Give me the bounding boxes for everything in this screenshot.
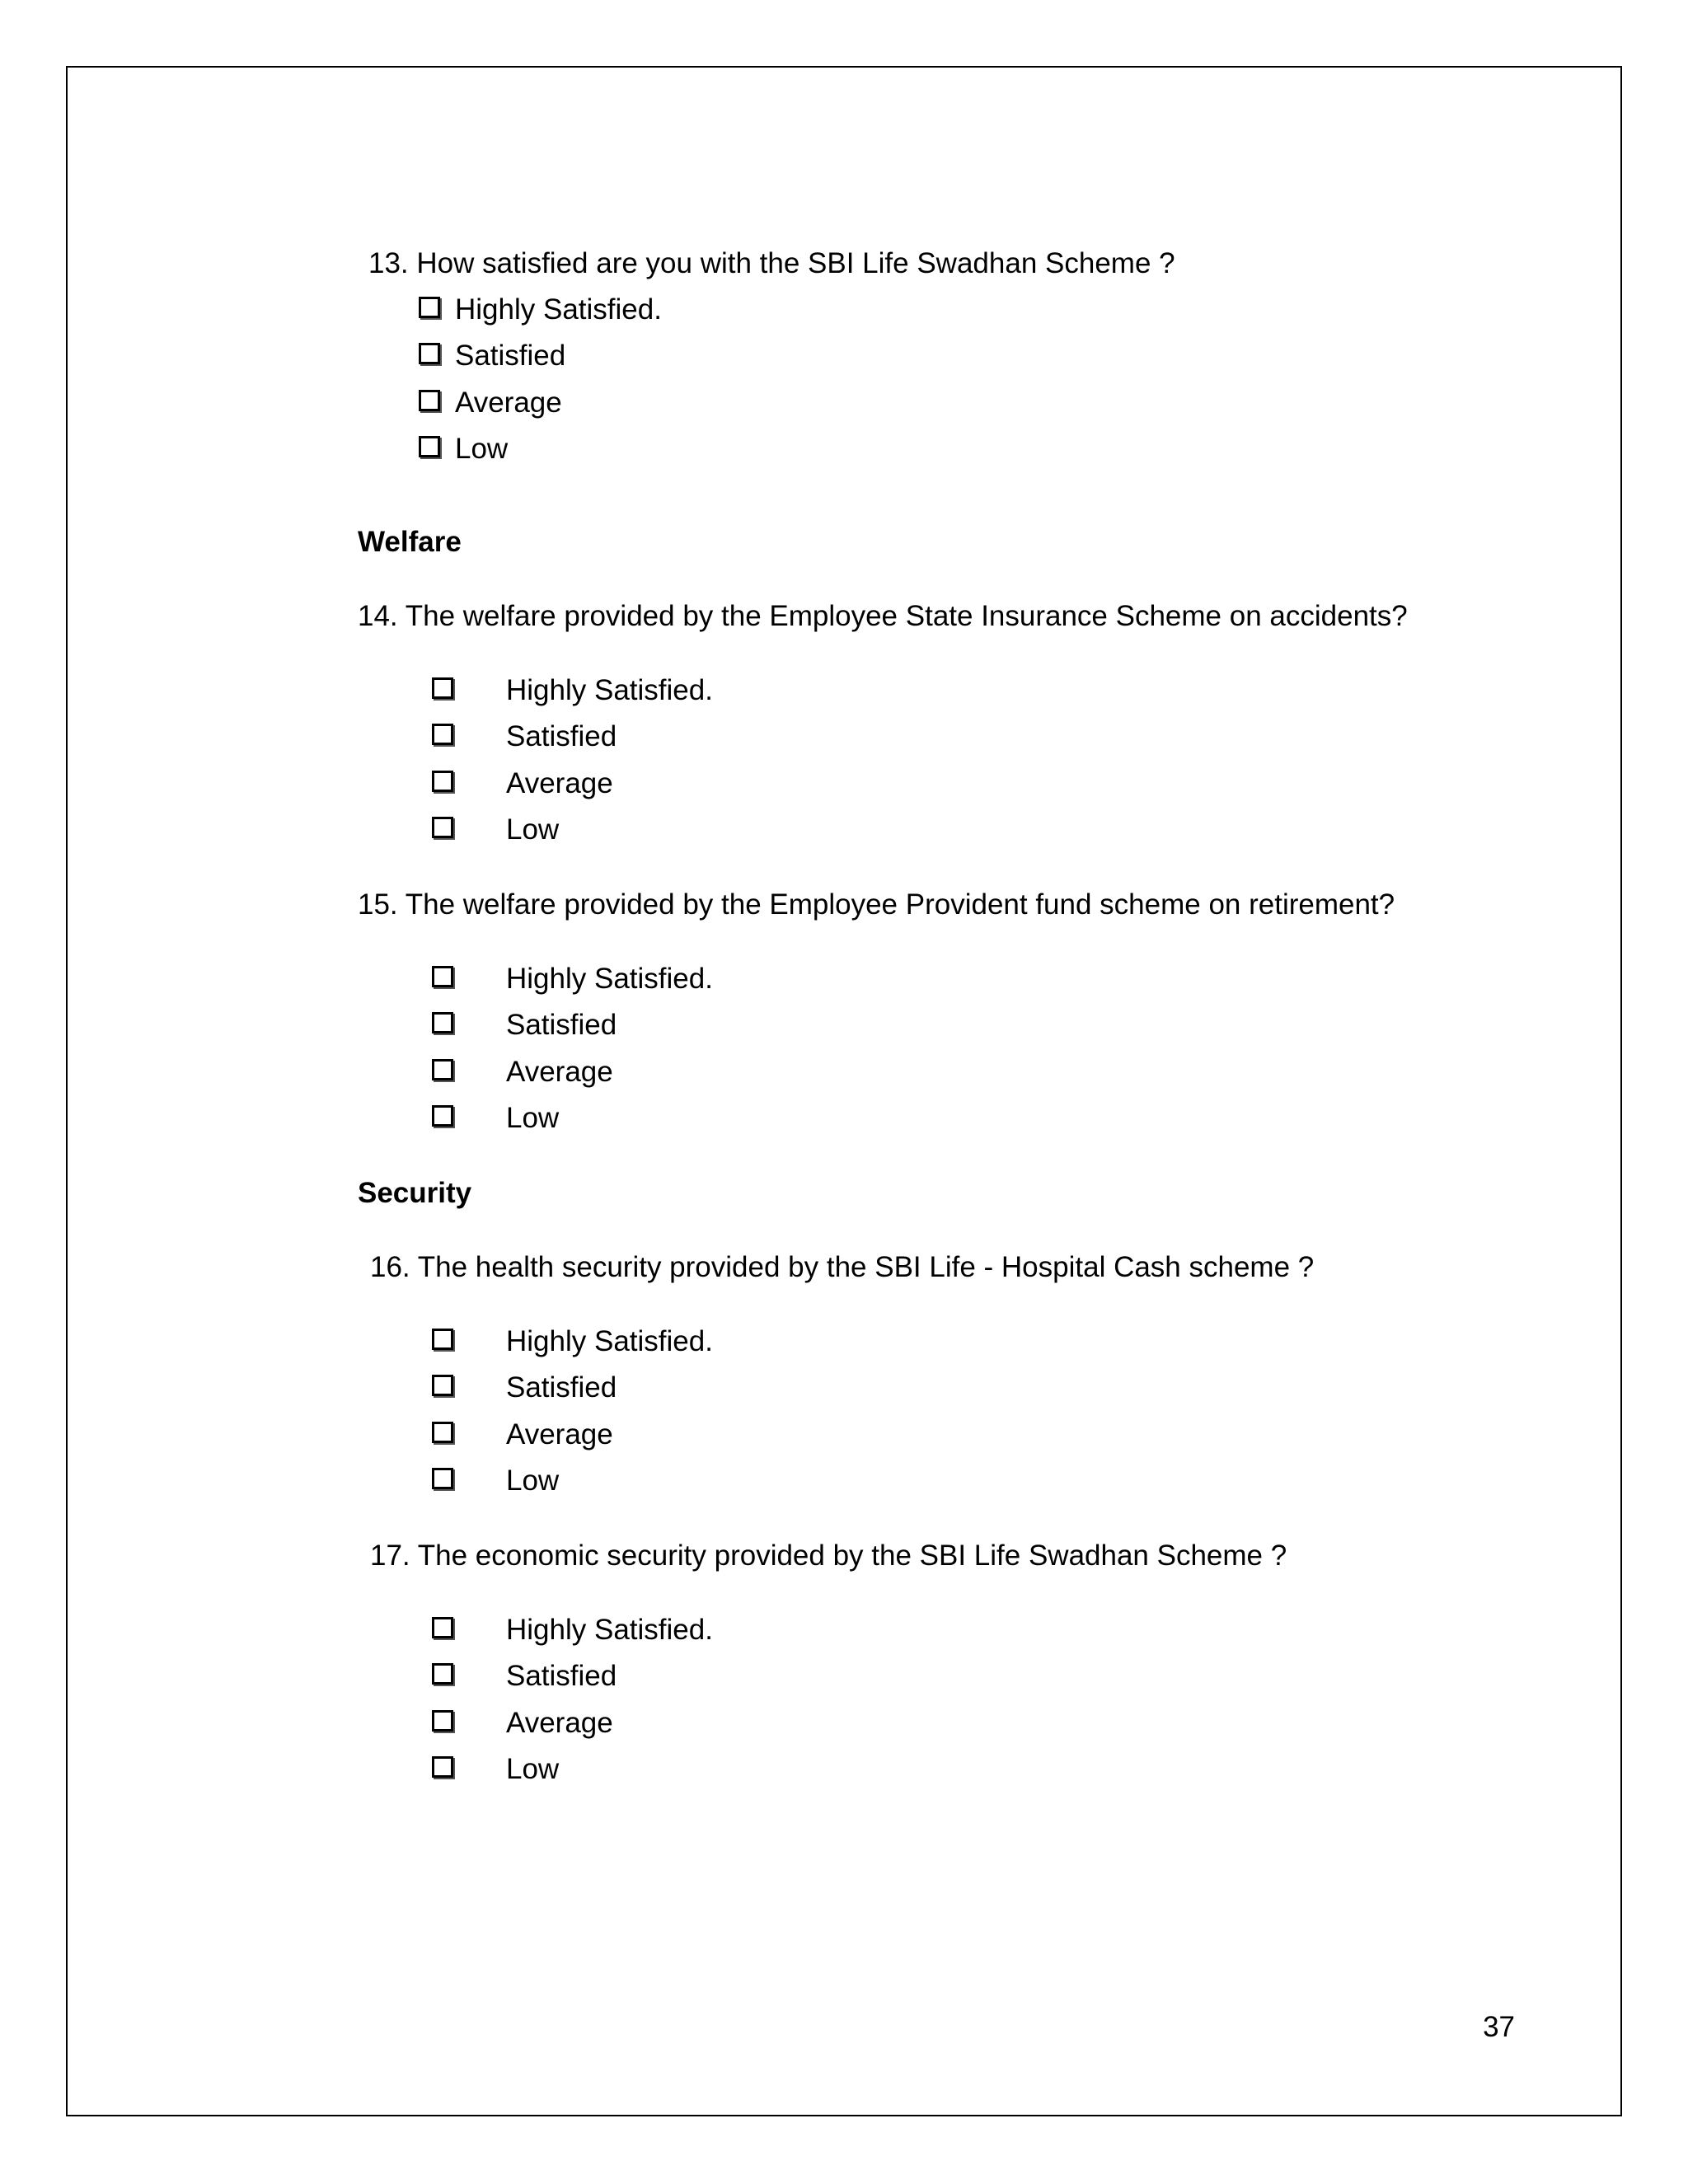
option-label: Highly Satisfied. <box>506 1614 713 1646</box>
question-15-text: 15. The welfare provided by the Employee Provident fund scheme on retirement? <box>358 888 1395 921</box>
checkbox-icon[interactable] <box>432 1756 453 1778</box>
option-label: Low <box>506 1465 560 1497</box>
checkbox-icon[interactable] <box>432 1059 453 1080</box>
option-label: Satisfied <box>506 720 617 752</box>
checkbox-icon[interactable] <box>432 771 453 792</box>
question-16-text: 16. The health security provided by the SBI Life - Hospital Cash scheme ? <box>370 1251 1315 1283</box>
checkbox-icon[interactable] <box>432 1329 453 1350</box>
option-label: Highly Satisfied. <box>506 963 713 995</box>
checkbox-icon[interactable] <box>432 817 453 838</box>
checkbox-icon[interactable] <box>432 1422 453 1443</box>
option-label: Low <box>506 1753 560 1785</box>
question-14-text: 14. The welfare provided by the Employee State Insurance Scheme on accidents? <box>358 600 1408 632</box>
checkbox-icon[interactable] <box>419 390 440 411</box>
option-label: Average <box>506 1418 613 1451</box>
checkbox-icon[interactable] <box>419 343 440 364</box>
option-label: Low <box>506 813 560 846</box>
option-label: Highly Satisfied. <box>506 1325 713 1357</box>
section-heading-welfare: Welfare <box>358 526 462 558</box>
section-heading-security: Security <box>358 1177 472 1209</box>
checkbox-icon[interactable] <box>432 1375 453 1396</box>
option-label: Average <box>506 1707 613 1739</box>
checkbox-icon[interactable] <box>419 297 440 318</box>
checkbox-icon[interactable] <box>432 966 453 987</box>
checkbox-icon[interactable] <box>432 1468 453 1489</box>
option-label: Low <box>506 1102 560 1134</box>
question-13-text: 13. How satisfied are you with the SBI Life Swadhan Scheme ? <box>368 247 1175 279</box>
option-label: Satisfied <box>506 1371 617 1404</box>
checkbox-icon[interactable] <box>432 724 453 745</box>
page-number: 37 <box>1483 2011 1515 2043</box>
option-label: Average <box>455 387 562 419</box>
checkbox-icon[interactable] <box>432 1710 453 1732</box>
question-17-text: 17. The economic security provided by the SBI Life Swadhan Scheme ? <box>370 1540 1287 1572</box>
checkbox-icon[interactable] <box>419 436 440 457</box>
option-label: Satisfied <box>506 1660 617 1692</box>
checkbox-icon[interactable] <box>432 1105 453 1127</box>
option-label: Highly Satisfied. <box>455 293 662 326</box>
option-label: Highly Satisfied. <box>506 674 713 706</box>
checkbox-icon[interactable] <box>432 1663 453 1685</box>
option-label: Average <box>506 767 613 799</box>
option-label: Low <box>455 433 509 465</box>
option-label: Satisfied <box>455 340 566 372</box>
checkbox-icon[interactable] <box>432 1617 453 1638</box>
option-label: Satisfied <box>506 1009 617 1041</box>
option-label: Average <box>506 1056 613 1088</box>
page-border <box>66 66 1622 2116</box>
checkbox-icon[interactable] <box>432 677 453 699</box>
checkbox-icon[interactable] <box>432 1012 453 1033</box>
